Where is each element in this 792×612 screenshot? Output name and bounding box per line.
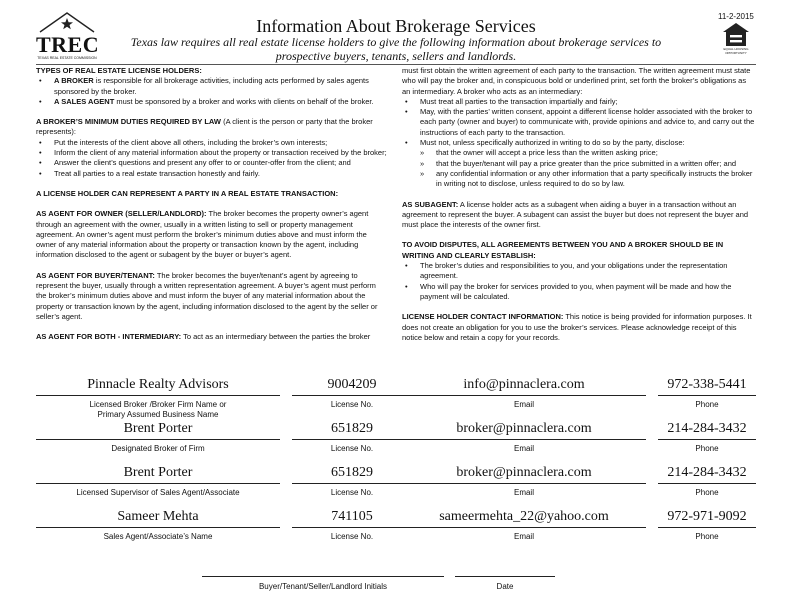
intermediary-paragraph: AS AGENT FOR BOTH - INTERMEDIARY: To act as an intermediary between the parties the broker <box>36 332 371 342</box>
broker-firm-name-label: Licensed Broker /Broker Firm Name or Primary Assumed Business Name <box>89 400 227 419</box>
phone-label: Phone <box>695 444 719 453</box>
sales-agent-bullet: • A SALES AGENT must be sponsored by a broker and works with clients on behalf of the broker. <box>36 97 388 107</box>
intermediary-item: • Must treat all parties to the transaction impartially and fairly; <box>402 97 756 107</box>
designated-broker-name-field[interactable]: Brent Porter <box>36 419 280 440</box>
dispute-item: • Who will pay the broker for services provided to you, when payment will be made and how the payment will be calculated. <box>402 282 756 303</box>
page-subtitle: Texas law requires all real estate license holders to give the following information about brokerage services to prospective buyers, tenants, sellers and landlords. <box>130 35 662 63</box>
equal-housing-caption: EQUAL HOUSING OPPORTUNITY <box>723 47 749 55</box>
email-label: Email <box>513 488 534 497</box>
right-column <box>402 66 756 343</box>
license-label: License No. <box>330 444 374 453</box>
duty-item: • Inform the client of any material information about the property or transaction received by the broker; <box>36 148 388 158</box>
date-field[interactable] <box>455 576 555 577</box>
supervisor-label: Licensed Supervisor of Sales Agent/Associate <box>76 488 240 497</box>
sales-agent-label: Sales Agent/Associate’s Name <box>103 532 213 541</box>
phone-label: Phone <box>695 488 719 497</box>
phone-label: Phone <box>695 400 719 409</box>
designated-broker-email-field[interactable]: broker@pinnaclera.com <box>402 419 646 440</box>
supervisor-phone-field[interactable]: 214-284-3432 <box>658 463 756 484</box>
contact-row-supervisor <box>36 463 756 507</box>
intermediary-continued: must first obtain the written agreement of each party to the transaction. The written agreement must state who will pay the broker and, in conspicuous bold or underlined print, set forth the broker’s obligations as an intermediary. A broker who acts as an intermediary: <box>402 66 751 96</box>
designated-broker-license-field[interactable]: 651829 <box>292 419 412 440</box>
equal-housing-icon <box>722 22 750 48</box>
intermediary-item: • May, with the parties’ written consent, appoint a different license holder associated with the broker to each party (owner and buyer) to communicate with, provide opinions and advice to, and carry out the instructions of each party to the transaction. <box>402 107 756 138</box>
initials-label: Buyer/Tenant/Seller/Landlord Initials <box>258 582 388 591</box>
page-title: Information About Brokerage Services <box>256 16 536 36</box>
intermediary-item: • Must not, unless specifically authorized in writing to do so by the party, disclose: <box>402 138 756 148</box>
duties-heading: A BROKER’S MINIMUM DUTIES REQUIRED BY LAW (A client is the person or party that the broker represents): <box>36 117 373 137</box>
buyer-agent-paragraph: AS AGENT FOR BUYER/TENANT: The broker becomes the buyer/tenant’s agent by agreeing to represent the buyer, usually through a written representation agreement. A buyer’s agent must perform the broker’s minimum duties above and must inform the buyer of any material information about the property or transaction known by the agent, including information disclosed to the agent by the seller or seller’s agent. <box>36 270 378 321</box>
sales-agent-name-field[interactable]: Sameer Mehta <box>36 507 280 528</box>
contact-table <box>36 375 756 551</box>
supervisor-email-field[interactable]: broker@pinnaclera.com <box>402 463 646 484</box>
equal-housing-logo <box>722 22 750 55</box>
sales-agent-email-field[interactable]: sameermehta_22@yahoo.com <box>402 507 646 528</box>
initials-field[interactable] <box>202 576 444 577</box>
designated-broker-phone-field[interactable]: 214-284-3432 <box>658 419 756 440</box>
disclose-item: » that the owner will accept a price less than the written asking price; <box>402 148 756 158</box>
contact-info-paragraph: LICENSE HOLDER CONTACT INFORMATION: This notice is being provided for information purposes. It does not create an obligation for you to use the broker’s services. Please acknowledge receipt of this notice below and retain a copy for your records. <box>402 312 752 342</box>
broker-phone-field[interactable]: 972-338-5441 <box>658 375 756 396</box>
supervisor-name-field[interactable]: Brent Porter <box>36 463 280 484</box>
represent-heading: A LICENSE HOLDER CAN REPRESENT A PARTY IN A REAL ESTATE TRANSACTION: <box>36 188 339 198</box>
duty-item: • Put the interests of the client above all others, including the broker’s own interests; <box>36 138 388 148</box>
logo-text: TREC <box>36 32 100 57</box>
email-label: Email <box>513 444 534 453</box>
phone-label: Phone <box>695 532 719 541</box>
broker-bullet: • A BROKER is responsible for all brokerage activities, including acts performed by sales agents sponsored by the broker. <box>36 76 388 97</box>
disclose-item: » any confidential information or any other information that a party specifically instructs the broker in writing not to disclose, unless required to do so by law. <box>402 169 756 190</box>
owner-agent-paragraph: AS AGENT FOR OWNER (SELLER/LANDLORD): The broker becomes the property owner’s agent through an agreement with the owner, usually in a written listing to sell or property management agreement. An owner’s agent must perform the broker’s minimum duties above and must inform the owner of any material information about the property or transaction known by the agent, including information disclosed to the agent or subagent by the buyer or buyer’s agent. <box>36 209 369 260</box>
broker-license-field[interactable]: 9004209 <box>292 375 412 396</box>
email-label: Email <box>513 400 534 409</box>
disputes-heading: TO AVOID DISPUTES, ALL AGREEMENTS BETWEEN YOU AND A BROKER SHOULD BE IN WRITING AND CLEARLY ESTABLISH: <box>402 240 724 260</box>
types-heading: TYPES OF REAL ESTATE LICENSE HOLDERS: <box>36 66 202 75</box>
header-divider <box>36 64 756 65</box>
license-label: License No. <box>330 532 374 541</box>
designated-broker-label: Designated Broker of Firm <box>111 444 205 453</box>
date-label: Date <box>496 582 514 591</box>
duty-item: • Treat all parties to a real estate transaction honestly and fairly. <box>36 169 388 179</box>
subagent-paragraph: AS SUBAGENT: A license holder acts as a subagent when aiding a buyer in a transaction without an agreement to represent the buyer. A subagent can assist the buyer but does not represent the buyer and must place the interests of the owner first. <box>402 199 749 230</box>
logo-subtext: TEXAS REAL ESTATE COMMISSION <box>37 56 97 60</box>
dispute-item: • The broker’s duties and responsibilities to you, and your obligations under the representation agreement. <box>402 261 756 282</box>
supervisor-license-field[interactable]: 651829 <box>292 463 412 484</box>
duty-item: • Answer the client’s questions and present any offer to or counter-offer from the client; and <box>36 158 388 168</box>
contact-row-designated-broker <box>36 419 756 463</box>
license-label: License No. <box>330 400 374 409</box>
disclose-item: » that the buyer/tenant will pay a price greater than the price submitted in a written offer; and <box>402 159 756 169</box>
sales-agent-phone-field[interactable]: 972-971-9092 <box>658 507 756 528</box>
left-column <box>36 66 388 343</box>
email-label: Email <box>513 532 534 541</box>
license-label: License No. <box>330 488 374 497</box>
sales-agent-license-field[interactable]: 741105 <box>292 507 412 528</box>
form-date: 11-2-2015 <box>718 12 754 21</box>
contact-row-sales-agent <box>36 507 756 551</box>
contact-row-broker <box>36 375 756 419</box>
broker-firm-name-field[interactable]: Pinnacle Realty Advisors <box>36 375 280 396</box>
broker-email-field[interactable]: info@pinnaclera.com <box>402 375 646 396</box>
